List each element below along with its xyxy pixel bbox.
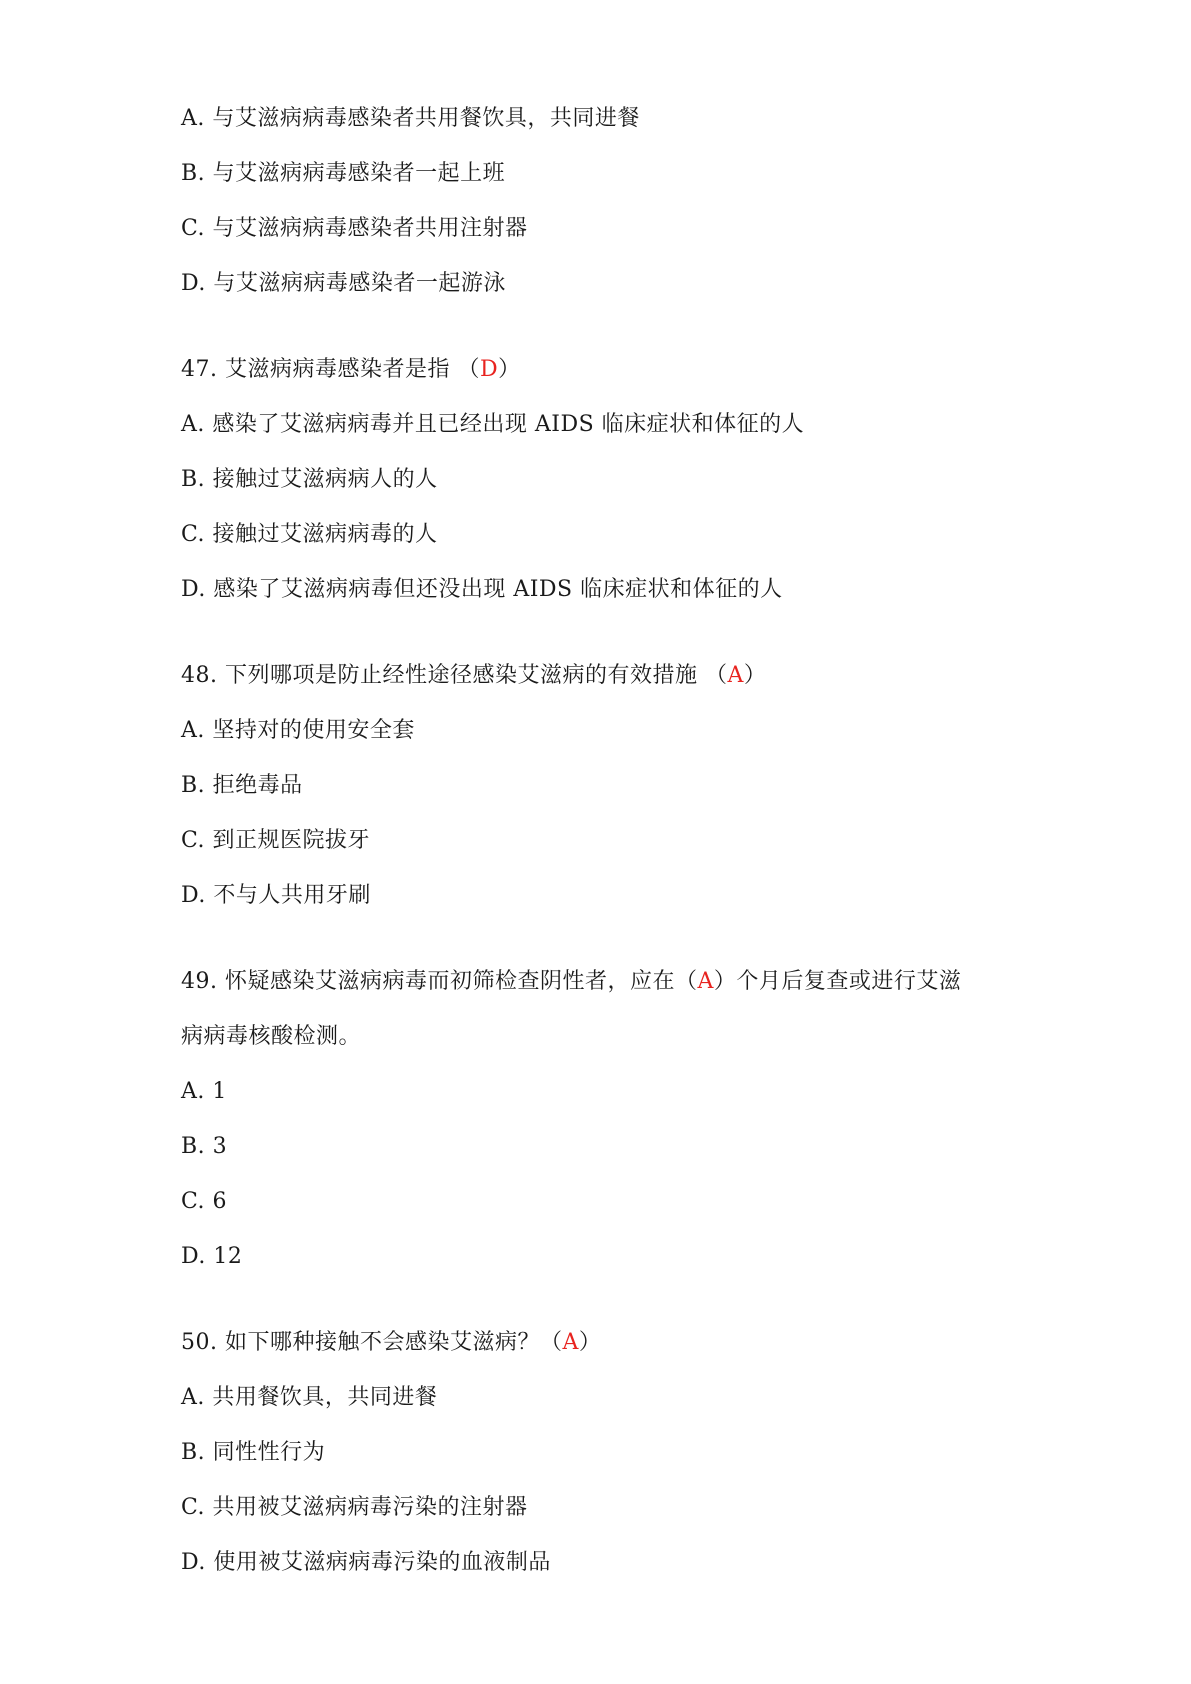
q48-answer: A bbox=[727, 663, 744, 688]
q50-stem-close: ） bbox=[578, 1330, 602, 1355]
q50-option-c: C. 共用被艾滋病病毒污染的注射器 bbox=[181, 1495, 528, 1520]
q46-option-d: D. 与艾滋病病毒感染者一起游泳 bbox=[181, 271, 506, 296]
q49-stem-text: 49. 怀疑感染艾滋病病毒而初筛检查阴性者，应在（ bbox=[181, 969, 698, 994]
q49-stem-rest: ）个月后复查或进行艾滋 bbox=[713, 969, 962, 994]
q47-stem bbox=[181, 355, 521, 385]
q47-option-c: C. 接触过艾滋病病毒的人 bbox=[181, 522, 438, 547]
q47-answer: D bbox=[479, 357, 499, 382]
q49-option-c: C. 6 bbox=[181, 1189, 228, 1214]
q49-stem-line2: 病病毒核酸检测。 bbox=[181, 1024, 362, 1049]
q48-stem-text: 48. 下列哪项是防止经性途径感染艾滋病的有效措施 （ bbox=[181, 663, 728, 688]
q49-option-a: A. 1 bbox=[181, 1079, 227, 1104]
q48-option-b: B. 拒绝毒品 bbox=[181, 773, 303, 798]
q49-answer: A bbox=[697, 969, 714, 994]
q47-option-d: D. 感染了艾滋病病毒但还没出现 AIDS 临床症状和体征的人 bbox=[181, 577, 783, 602]
q50-stem-text: 50. 如下哪种接触不会感染艾滋病？（ bbox=[181, 1330, 563, 1355]
q47-stem-close: ） bbox=[498, 357, 521, 382]
q50-option-a: A. 共用餐饮具，共同进餐 bbox=[181, 1385, 438, 1410]
q48-option-c: C. 到正规医院拔牙 bbox=[181, 828, 371, 853]
q50-option-d: D. 使用被艾滋病病毒污染的血液制品 bbox=[181, 1550, 551, 1575]
q47-stem-text: 47. 艾滋病病毒感染者是指 （ bbox=[181, 357, 480, 382]
q46-option-a: A. 与艾滋病病毒感染者共用餐饮具，共同进餐 bbox=[181, 106, 640, 131]
q48-option-d: D. 不与人共用牙刷 bbox=[181, 883, 371, 908]
q49-option-b: B. 3 bbox=[181, 1134, 228, 1159]
q50-stem bbox=[181, 1328, 601, 1358]
q48-stem bbox=[181, 661, 766, 691]
q48-option-a: A. 坚持对的使用安全套 bbox=[181, 718, 415, 743]
q46-option-b: B. 与艾滋病病毒感染者一起上班 bbox=[181, 161, 506, 186]
q47-option-b: B. 接触过艾滋病病人的人 bbox=[181, 467, 438, 492]
q49-stem bbox=[181, 967, 961, 997]
q49-option-d: D. 12 bbox=[181, 1244, 243, 1269]
q46-option-c: C. 与艾滋病病毒感染者共用注射器 bbox=[181, 216, 528, 241]
q47-option-a: A. 感染了艾滋病病毒并且已经出现 AIDS 临床症状和体征的人 bbox=[181, 412, 805, 437]
q50-answer: A bbox=[562, 1330, 579, 1355]
q48-stem-close: ） bbox=[743, 663, 767, 688]
q50-option-b: B. 同性性行为 bbox=[181, 1440, 326, 1465]
